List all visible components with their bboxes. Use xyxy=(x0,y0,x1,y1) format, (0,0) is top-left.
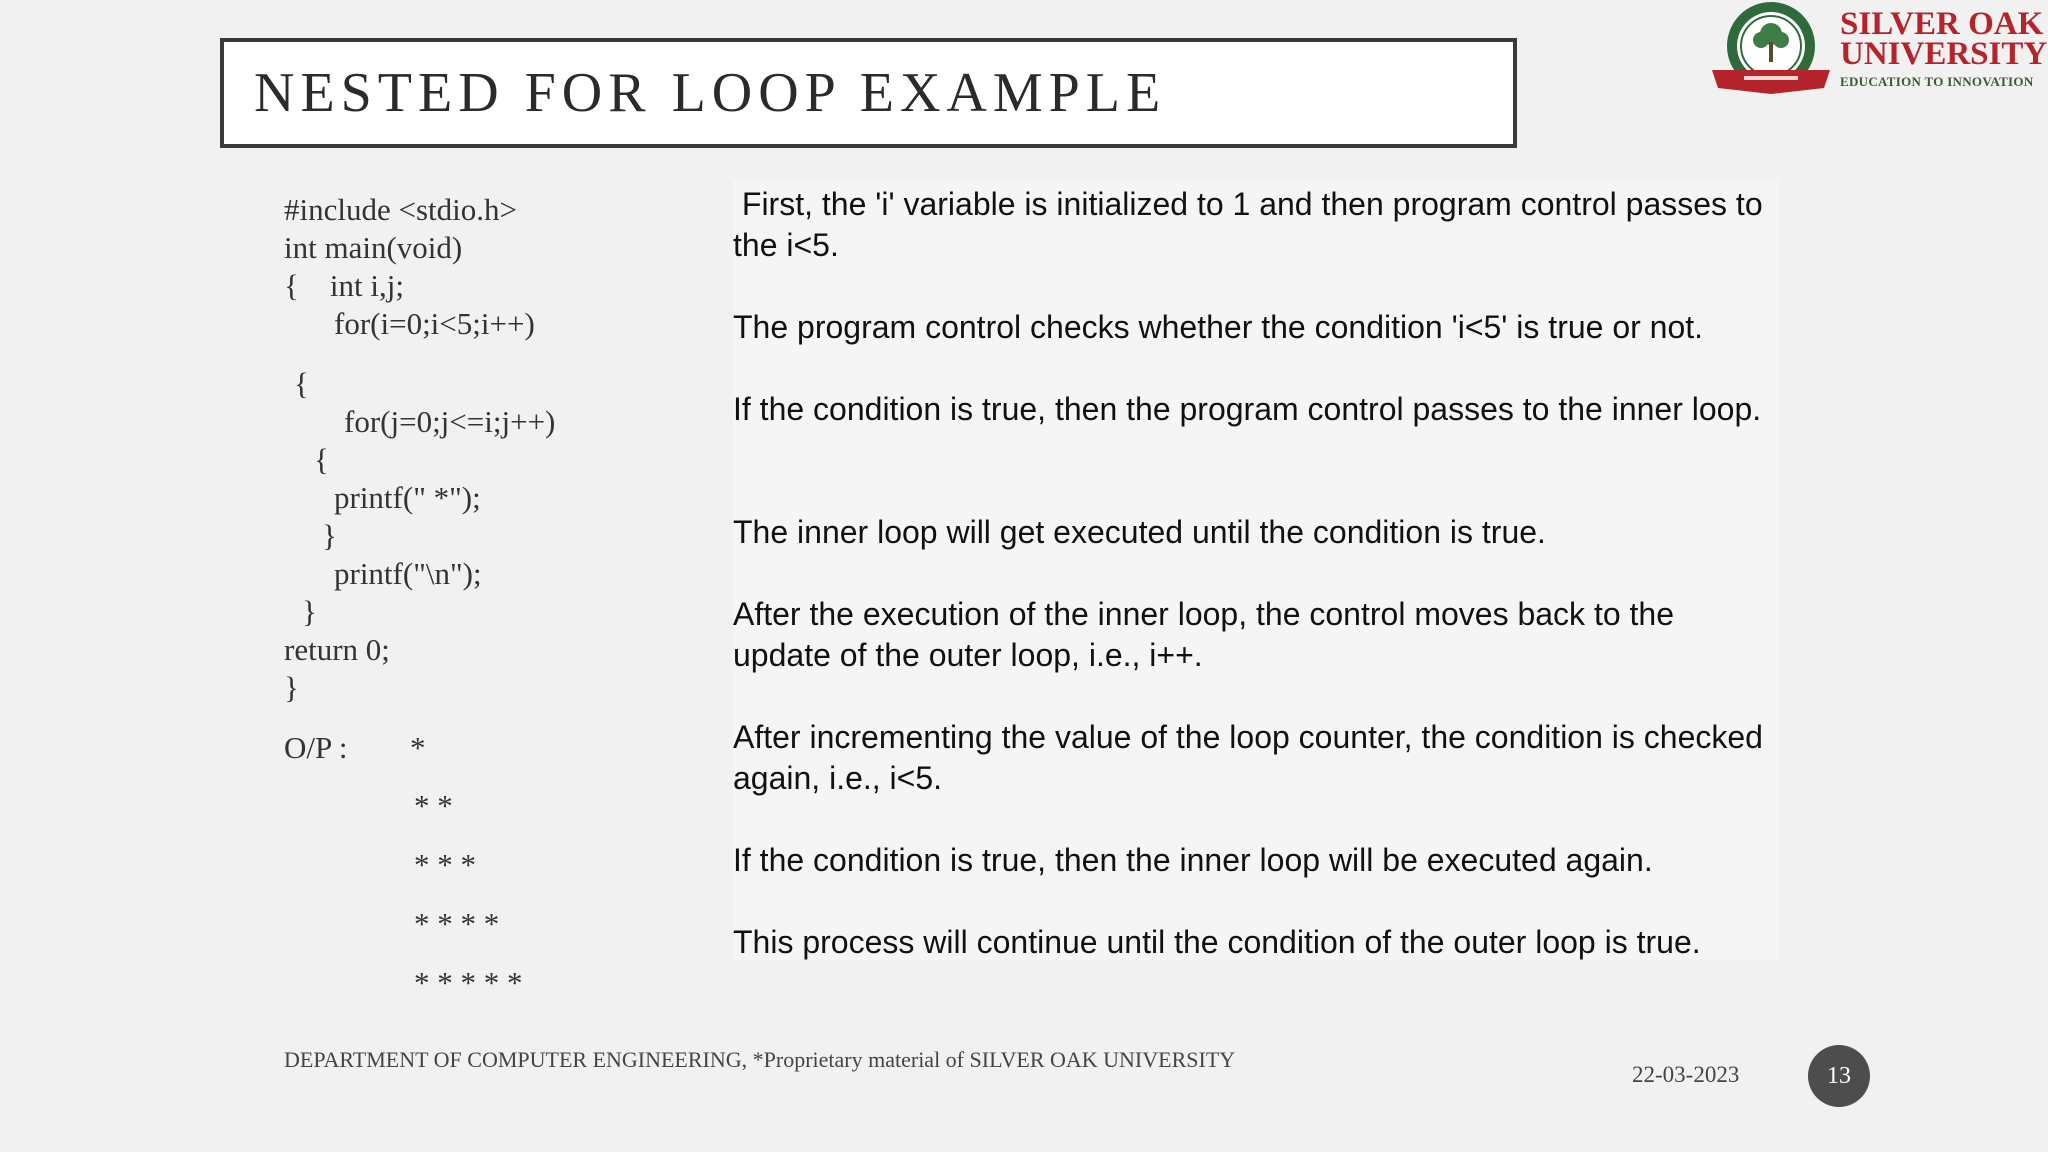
explanation-paragraph: The inner loop will get executed until the condition is true. xyxy=(733,514,1546,550)
output-label: O/P : xyxy=(284,730,348,765)
code-line: } xyxy=(284,670,299,705)
code-line: } xyxy=(302,594,317,629)
university-logo xyxy=(1700,0,2048,104)
logo-name-line2: UNIVERSITY xyxy=(1840,36,2048,72)
output-row: * * * * xyxy=(414,906,500,941)
explanation-paragraph: This process will continue until the condition of the outer loop is true. xyxy=(733,924,1701,960)
explanation-paragraph: First, the 'i' variable is initialized to 1 and then program control passes to the i<5. xyxy=(733,186,1772,263)
explanation-paragraph: If the condition is true, then the inner loop will be executed again. xyxy=(733,842,1653,878)
explanation-paragraph: After the execution of the inner loop, the control moves back to the update of the outer loop, i.e., i++. xyxy=(733,596,1683,673)
output-row: * * * * * xyxy=(414,965,523,1000)
output-row: * * * xyxy=(414,847,476,882)
slide-title-box xyxy=(220,38,1517,148)
slide-title: NESTED FOR LOOP EXAMPLE xyxy=(254,62,1167,124)
code-line: return 0; xyxy=(284,632,390,667)
logo-name-line1: SILVER OAK xyxy=(1840,6,2044,42)
code-line: { xyxy=(314,442,329,477)
explanation-paragraph: The program control checks whether the condition 'i<5' is true or not. xyxy=(733,309,1704,345)
code-line: } xyxy=(322,518,337,553)
output-row: * xyxy=(410,730,426,765)
code-line: { int i,j; xyxy=(284,268,404,303)
code-line: #include <stdio.h> xyxy=(284,192,517,227)
page-number-badge: 13 xyxy=(1808,1045,1870,1107)
explanation-panel xyxy=(733,180,1778,960)
code-line: for(j=0;j<=i;j++) xyxy=(344,404,556,439)
code-line: { xyxy=(294,366,309,401)
code-line: printf(" *"); xyxy=(334,480,481,515)
explanation-paragraph: After incrementing the value of the loop counter, the condition is checked again, i.e., i<5. xyxy=(733,719,1772,796)
output-row: * * xyxy=(414,788,453,823)
code-line: for(i=0;i<5;i++) xyxy=(334,306,535,341)
footer-date: 22-03-2023 xyxy=(1632,1062,1740,1087)
university-seal-icon xyxy=(1708,0,1834,100)
code-line: printf("\n"); xyxy=(334,556,482,591)
code-line: int main(void) xyxy=(284,230,463,265)
logo-tagline: EDUCATION TO INNOVATION xyxy=(1840,74,2034,89)
explanation-paragraph: If the condition is true, then the program control passes to the inner loop. xyxy=(733,391,1762,427)
footer-department: DEPARTMENT OF COMPUTER ENGINEERING, *Proprietary material of SILVER OAK UNIVERSITY xyxy=(284,1047,1236,1072)
